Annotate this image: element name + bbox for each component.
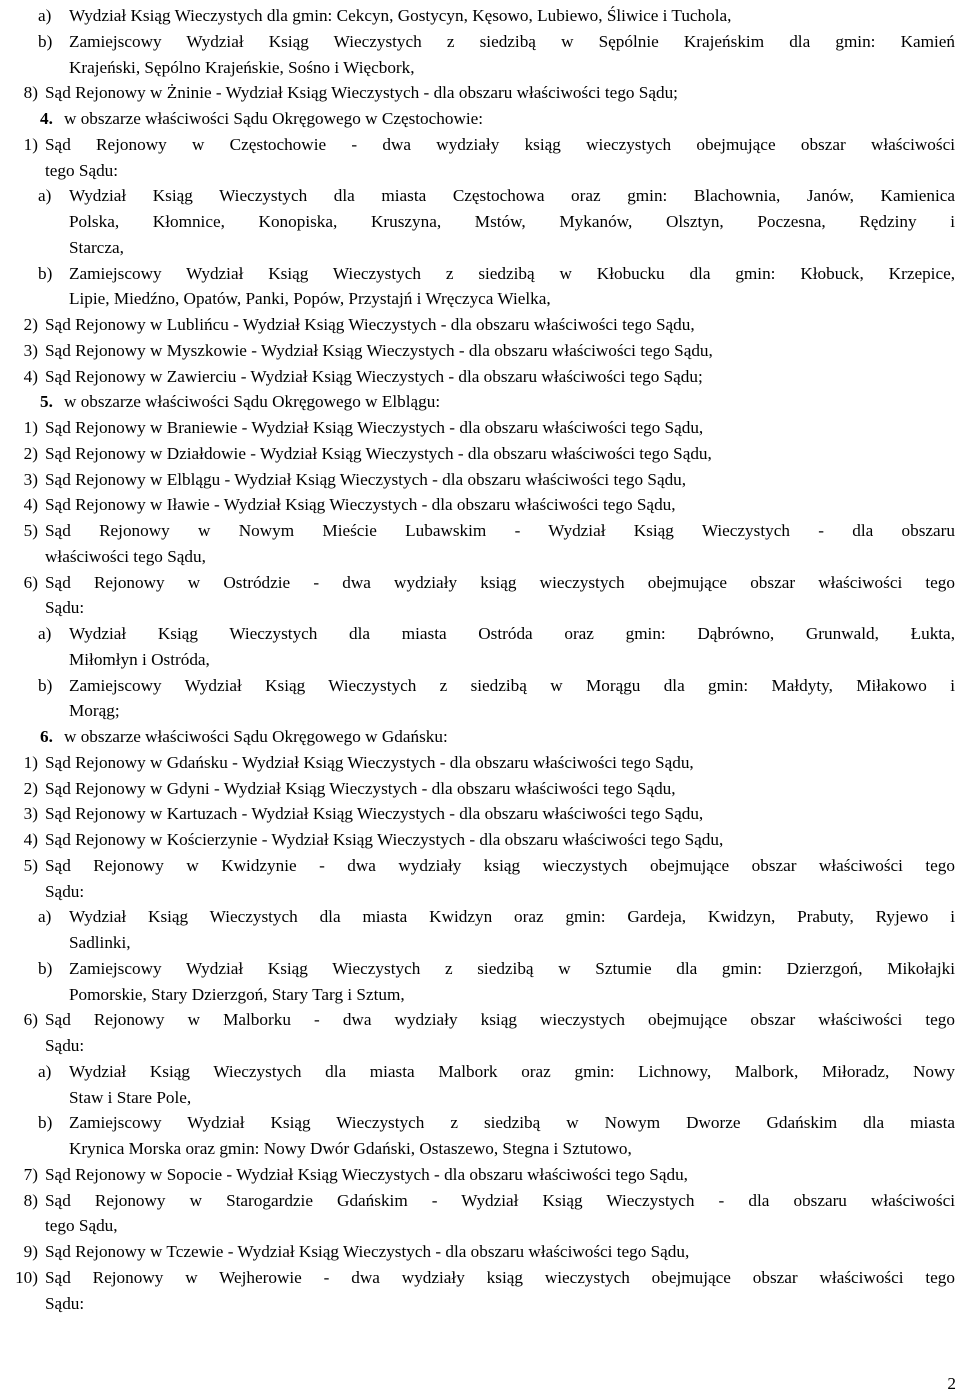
line-text: Starcza, (69, 237, 124, 257)
line-text: Sąd Rejonowy w Kartuzach - Wydział Ksiąg Wieczystych - dla obszaru właściwości tego Sądu, (45, 804, 704, 824)
line-text: Sąd Rejonowy w Braniewie - Wydział Ksiąg Wieczystych - dla obszaru właściwości tego Sądu, (45, 418, 704, 437)
text-line (0, 183, 960, 209)
list-marker: 8) (23, 83, 38, 103)
list-marker: 3) (23, 804, 38, 824)
line-text: Sąd Rejonowy w Lublińcu - Wydział Ksiąg Wieczystych - dla obszaru właściwości tego Sądu, (45, 315, 695, 334)
line-text: Sąd Rejonowy w Sopocie - Wydział Ksiąg Wieczystych - dla obszaru właściwości tego Sądu, (45, 1164, 688, 1184)
text-line (0, 673, 960, 699)
line-text: Zamiejscowy Wydział Ksiąg Wieczystych z siedzibą w Sępólnie Krajeńskim dla gmin: Kamień (69, 31, 955, 51)
list-marker: 4) (23, 495, 38, 515)
text-line (0, 492, 960, 518)
text-line (0, 982, 960, 1008)
text-line (0, 750, 960, 776)
line-text: Staw i Stare Pole, (69, 1087, 192, 1107)
section-heading (0, 389, 960, 415)
line-text: Sąd Rejonowy w Nowym Mieście Lubawskim - Wydział Ksiąg Wieczystych - dla obszaru (45, 521, 955, 540)
line-text: Sąd Rejonowy w Gdańsku - Wydział Ksiąg Wieczystych - dla obszaru właściwości tego Sądu, (45, 752, 694, 772)
text-line (0, 1059, 960, 1085)
text-line (0, 55, 960, 81)
text-line (0, 80, 960, 106)
list-marker: 9) (23, 1242, 38, 1261)
list-marker: b) (38, 958, 53, 978)
list-marker: b) (38, 675, 53, 695)
text-line (0, 364, 960, 390)
list-marker: a) (38, 624, 52, 643)
text-line (0, 29, 960, 55)
line-text: Sąd Rejonowy w Kościerzynie - Wydział Ksiąg Wieczystych - dla obszaru właściwości tego Sądu, (45, 830, 724, 849)
text-line (0, 1188, 960, 1214)
line-text: tego Sądu: (45, 160, 119, 180)
list-marker: 1) (23, 134, 38, 154)
line-text: Zamiejscowy Wydział Ksiąg Wieczystych z siedzibą w Morągu dla gmin: Małdyty, Miłakowo i (69, 675, 955, 695)
text-line (0, 1239, 960, 1265)
text-line (0, 956, 960, 982)
list-marker: 2) (23, 315, 38, 334)
line-text: Sąd Rejonowy w Tczewie - Wydział Ksiąg Wieczystych - dla obszaru właściwości tego Sądu, (45, 1242, 690, 1261)
list-marker: b) (38, 263, 53, 283)
list-marker: a) (38, 1061, 52, 1081)
line-text: Sadlinki, (69, 933, 131, 952)
line-text: Sąd Rejonowy w Żninie - Wydział Ksiąg Wieczystych - dla obszaru właściwości tego Sądu; (45, 83, 678, 103)
list-marker: 5) (23, 521, 38, 540)
text-line (0, 1136, 960, 1162)
list-marker: 6) (23, 572, 38, 592)
text-line (0, 518, 960, 544)
line-text: Wydział Ksiąg Wieczystych dla miasta Częstochowa oraz gmin: Blachownia, Janów, Kamienica (69, 186, 955, 206)
text-line (0, 441, 960, 467)
line-text: Sąd Rejonowy w Wejherowie - dwa wydziały ksiąg wieczystych obejmujące obszar właściwości tego (45, 1267, 955, 1287)
line-text: Sąd Rejonowy w Malborku - dwa wydziały ksiąg wieczystych obejmujące obszar właściwości tego (45, 1010, 955, 1030)
list-marker: 6) (23, 1010, 38, 1030)
line-text: Zamiejscowy Wydział Ksiąg Wieczystych z siedzibą w Nowym Dworze Gdańskim dla miasta (69, 1113, 955, 1133)
text-line (0, 1162, 960, 1188)
list-marker: a) (38, 186, 52, 206)
list-marker: 2) (23, 443, 38, 463)
text-line (0, 1265, 960, 1291)
line-text: Lipie, Miedźno, Opatów, Panki, Popów, Przystajń i Wręczyca Wielka, (69, 289, 551, 309)
line-text: Sąd Rejonowy w Starogardzie Gdańskim - Wydział Ksiąg Wieczystych - dla obszaru właściwości (45, 1190, 955, 1210)
text-line (0, 544, 960, 570)
text-line (0, 1007, 960, 1033)
list-marker: a) (38, 6, 52, 25)
section-number: 5. (40, 392, 53, 412)
line-text: Sądu: (45, 1293, 85, 1313)
text-line (0, 235, 960, 261)
text-line (0, 570, 960, 596)
line-text: w obszarze właściwości Sądu Okręgowego w Częstochowie: (64, 109, 484, 128)
text-line (0, 467, 960, 493)
line-text: Krajeński, Sępólno Krajeńskie, Sośno i Więcbork, (69, 57, 415, 77)
text-line (0, 261, 960, 287)
text-line (0, 338, 960, 364)
line-text: Sąd Rejonowy w Myszkowie - Wydział Ksiąg Wieczystych - dla obszaru właściwości tego Sądu, (45, 340, 713, 360)
text-line (0, 3, 960, 29)
text-line (0, 286, 960, 312)
line-text: Sądu: (45, 881, 85, 901)
line-text: Zamiejscowy Wydział Ksiąg Wieczystych z siedzibą w Kłobucku dla gmin: Kłobuck, Krzepice, (69, 263, 955, 283)
list-marker: 3) (23, 340, 38, 360)
line-text: Miłomłyn i Ostróda, (69, 649, 210, 669)
list-marker: b) (38, 1113, 53, 1133)
list-marker: 10) (15, 1267, 38, 1287)
text-line (0, 1213, 960, 1239)
list-marker: 4) (23, 366, 38, 386)
list-marker: 1) (23, 418, 38, 437)
text-line (0, 415, 960, 441)
text-line (0, 158, 960, 184)
list-marker: a) (38, 907, 52, 927)
line-text: Sąd Rejonowy w Działdowie - Wydział Ksiąg Wieczystych - dla obszaru właściwości tego Sądu, (45, 443, 712, 463)
line-text: Sąd Rejonowy w Zawierciu - Wydział Ksiąg Wieczystych - dla obszaru właściwości tego Sądu; (45, 366, 703, 386)
line-text: Morąg; (69, 701, 120, 721)
section-number: 6. (40, 727, 53, 746)
text-line (0, 904, 960, 930)
line-text: Wydział Ksiąg Wieczystych dla gmin: Cekcyn, Gostycyn, Kęsowo, Lubiewo, Śliwice i Tuchola, (69, 6, 732, 25)
list-marker: 7) (23, 1164, 38, 1184)
line-text: Pomorskie, Stary Dzierzgoń, Stary Targ i Sztum, (69, 984, 405, 1004)
line-text: Sąd Rejonowy w Gdyni - Wydział Ksiąg Wieczystych - dla obszaru właściwości tego Sądu, (45, 778, 676, 798)
page-number: 2 (947, 1374, 956, 1393)
text-line (0, 776, 960, 802)
list-marker: 3) (23, 469, 38, 489)
text-line (0, 595, 960, 621)
section-heading (0, 106, 960, 132)
line-text: w obszarze właściwości Sądu Okręgowego w Gdańsku: (64, 727, 448, 746)
list-marker: b) (38, 31, 53, 51)
text-line (0, 879, 960, 905)
section-heading (0, 724, 960, 750)
text-line (0, 621, 960, 647)
text-line (0, 209, 960, 235)
line-text: Zamiejscowy Wydział Ksiąg Wieczystych z siedzibą w Sztumie dla gmin: Dzierzgoń, Mikołajki (69, 958, 955, 978)
line-text: Sąd Rejonowy w Elblągu - Wydział Ksiąg Wieczystych - dla obszaru właściwości tego Sądu, (45, 469, 687, 489)
list-marker: 1) (23, 752, 38, 772)
line-text: Wydział Ksiąg Wieczystych dla miasta Malbork oraz gmin: Lichnowy, Malbork, Miłoradz, Nowy (69, 1061, 955, 1081)
line-text: w obszarze właściwości Sądu Okręgowego w Elblągu: (64, 392, 441, 412)
list-marker: 4) (23, 830, 38, 849)
line-text: Sądu: (45, 1036, 85, 1055)
line-text: Polska, Kłomnice, Konopiska, Kruszyna, Mstów, Mykanów, Olsztyn, Poczesna, Rędziny i (69, 212, 955, 231)
text-line (0, 1085, 960, 1111)
text-line (0, 698, 960, 724)
line-text: tego Sądu, (45, 1216, 118, 1236)
text-line (0, 801, 960, 827)
line-text: Sąd Rejonowy w Kwidzynie - dwa wydziały ksiąg wieczystych obejmujące obszar właściwości tego (45, 855, 955, 875)
line-text: Sąd Rejonowy w Częstochowie - dwa wydziały ksiąg wieczystych obejmujące obszar właściwości (45, 134, 955, 154)
line-text: Wydział Ksiąg Wieczystych dla miasta Ostróda oraz gmin: Dąbrówno, Grunwald, Łukta, (69, 624, 955, 643)
line-text: właściwości tego Sądu, (45, 546, 206, 566)
list-marker: 5) (23, 855, 38, 875)
text-line (0, 132, 960, 158)
line-text: Wydział Ksiąg Wieczystych dla miasta Kwidzyn oraz gmin: Gardeja, Kwidzyn, Prabuty, Ryjewo i (69, 907, 955, 927)
text-line (0, 1291, 960, 1317)
text-line (0, 312, 960, 338)
text-line (0, 853, 960, 879)
line-text: Sąd Rejonowy w Iławie - Wydział Ksiąg Wieczystych - dla obszaru właściwości tego Sądu, (45, 495, 676, 515)
line-text: Krynica Morska oraz gmin: Nowy Dwór Gdański, Ostaszewo, Stegna i Sztutowo, (69, 1139, 632, 1158)
line-text: Sądu: (45, 598, 85, 618)
line-text: Sąd Rejonowy w Ostródzie - dwa wydziały ksiąg wieczystych obejmujące obszar właściwości tego (45, 572, 955, 592)
list-marker: 2) (23, 778, 38, 798)
list-marker: 8) (23, 1190, 38, 1210)
text-line (0, 930, 960, 956)
text-line (0, 1033, 960, 1059)
text-line (0, 1110, 960, 1136)
section-number: 4. (40, 109, 53, 128)
text-line (0, 647, 960, 673)
text-line (0, 827, 960, 853)
